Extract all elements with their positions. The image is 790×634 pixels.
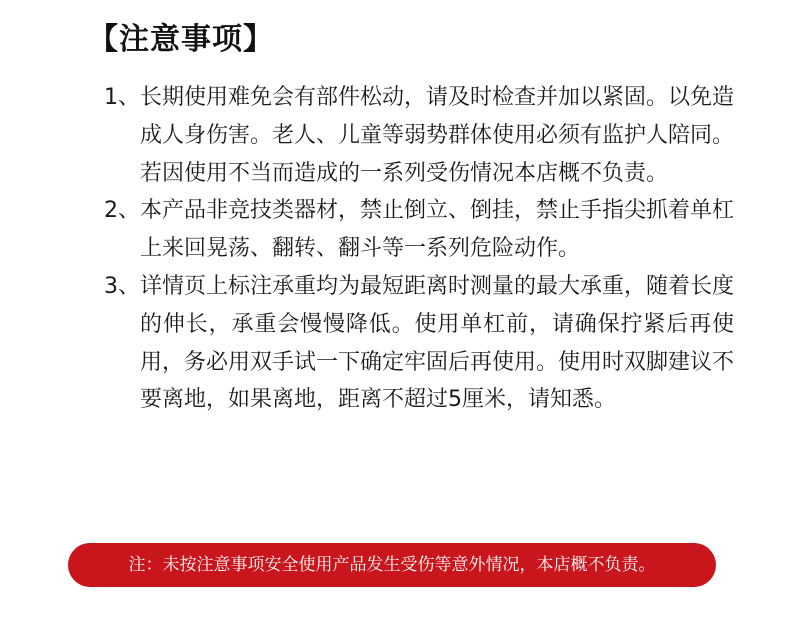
notice-text: 本产品非竞技类器材，禁止倒立、倒挂，禁止手指尖抓着单杠上来回晃荡、翻转、翻斗等一系列危险动作。 [140,198,735,262]
notice-item-1 [104,79,734,192]
notice-number: 3、 [104,273,140,299]
notice-item-3 [104,268,734,419]
notice-list [104,79,734,419]
notice-number: 2、 [104,198,140,224]
disclaimer-text: 注：未按注意事项安全使用产品发生受伤等意外情况，本店概不负责。 [128,555,656,575]
page-title: 【注意事项】 [88,22,274,57]
notice-text: 详情页上标注承重均为最短距离时测量的最大承重，随着长度的伸长，承重会慢慢降低。使用单杠前，请确保拧紧后再使用，务必用双手试一下确定牢固后再使用。使用时双脚建议不要离地，如果离地，距离不超过5厘米，请知悉。 [140,273,735,413]
notice-item-2 [104,192,734,268]
notice-number: 1、 [104,85,140,110]
notice-text: 长期使用难免会有部件松动，请及时检查并加以紧固。以免造成人身伤害。老人、儿童等弱势群体使用必须有监护人陪同。若因使用不当而造成的一系列受伤情况本店概不负责。 [140,85,735,186]
disclaimer-banner [68,543,716,587]
